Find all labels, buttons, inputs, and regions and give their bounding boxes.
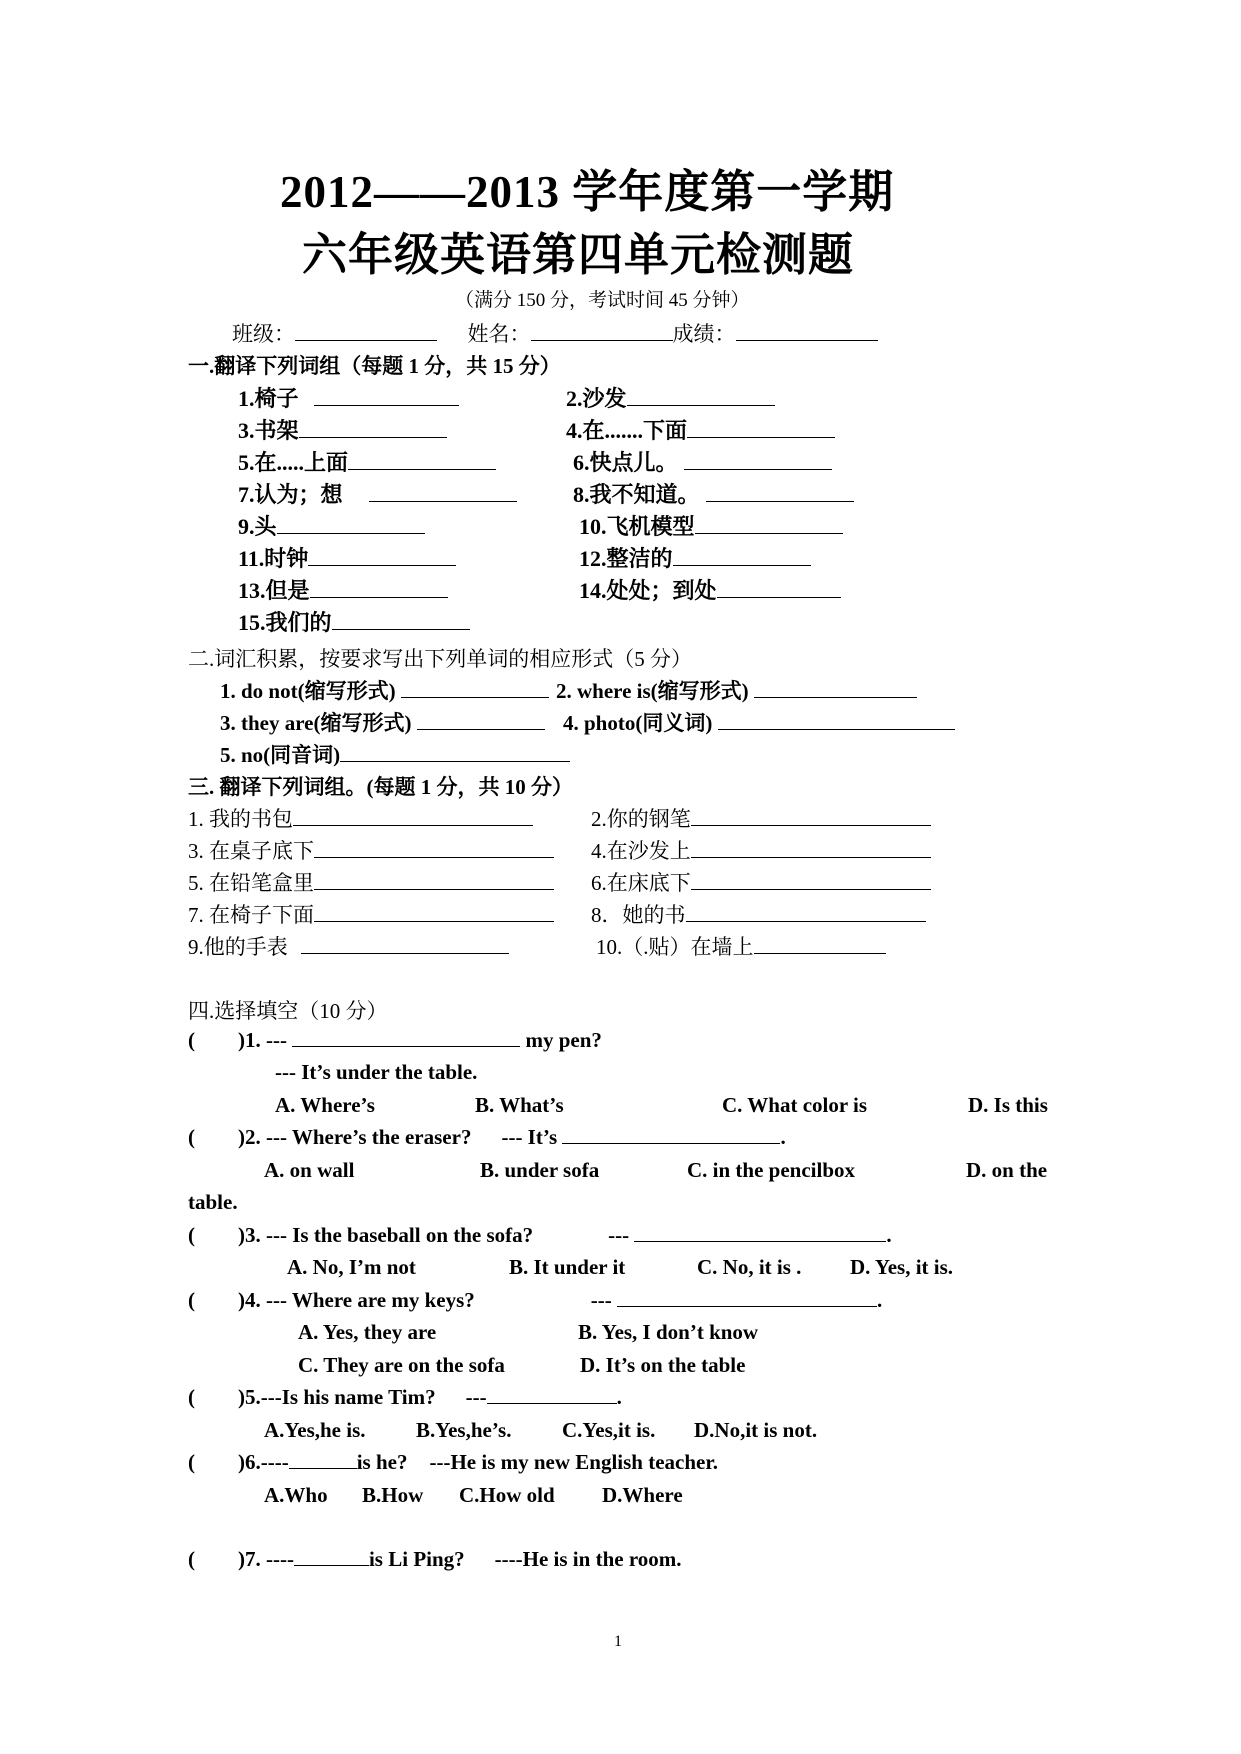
s1-item-8: 8.我不知道。	[573, 478, 854, 509]
q2-option-c: C. in the pencilbox	[687, 1158, 856, 1182]
q1-option-c: C. What color is	[722, 1093, 868, 1117]
s1-item-12: 12.整洁的	[579, 542, 811, 573]
s1-item-14: 14.处处；到处	[579, 574, 841, 605]
q3-stem: )3. --- Is the baseball on the sofa? --- .	[238, 1223, 892, 1247]
page-title-line2: 六年级英语第四单元检测题	[302, 230, 855, 280]
class-field-row	[232, 318, 878, 348]
q3-option-b: B. It under it	[509, 1255, 626, 1279]
s3-item-6: 6.在床底下	[591, 867, 931, 897]
q4-option-b: B. Yes, I don’t know	[578, 1320, 759, 1344]
s1-item-13: 13.但是	[238, 574, 448, 605]
score-label: 成绩：	[672, 322, 736, 346]
s3-item-3: 3. 在桌子底下	[188, 835, 554, 865]
s1-item-9: 9.头	[238, 510, 425, 541]
s2-item-3: 3. they are(缩写形式)	[220, 707, 545, 737]
q7-paren: (	[188, 1547, 195, 1571]
q2-stem: )2. --- Where’s the eraser? --- It’s .	[238, 1125, 786, 1149]
s1-item-6: 6.快点儿。	[573, 446, 832, 477]
q4-stem: )4. --- Where are my keys? --- .	[238, 1288, 883, 1312]
q1-answer: --- It’s under the table.	[275, 1060, 478, 1084]
q6-option-c: C.How old	[459, 1483, 555, 1507]
q2-option-a: A. on wall	[264, 1158, 355, 1182]
q3-option-a: A. No, I’m not	[287, 1255, 416, 1279]
q5-option-a: A.Yes,he is.	[264, 1418, 366, 1442]
q1-option-d: D. Is this	[968, 1093, 1048, 1117]
s3-item-1: 1. 我的书包	[188, 803, 533, 833]
name-label: 姓名：	[467, 322, 531, 346]
q1-paren: (	[188, 1028, 195, 1052]
s1-item-1: 1.椅子	[238, 382, 459, 413]
q4-option-c: C. They are on the sofa	[298, 1353, 505, 1377]
q7-stem: )7. ---- is Li Ping? ----He is in the room.	[238, 1547, 682, 1571]
q5-option-d: D.No,it is not.	[694, 1418, 818, 1442]
s2-item-4: 4. photo(同义词)	[563, 707, 955, 737]
s1-item-4: 4.在.......下面	[566, 414, 835, 445]
s3-item-5: 5. 在铅笔盒里	[188, 867, 554, 897]
name-blank	[531, 322, 673, 341]
q1-option-a: A. Where’s	[275, 1093, 375, 1117]
q6-stem: )6.---- is he? ---He is my new English teacher.	[238, 1450, 719, 1474]
s3-item-2: 2.你的钢笔	[591, 803, 931, 833]
s1-item-2: 2.沙发	[566, 382, 775, 413]
s1-item-7: 7.认为；想	[238, 478, 517, 509]
page-subtitle: （满分 150 分，考试时间 45 分钟）	[455, 290, 750, 311]
s1-item-10: 10.飞机模型	[579, 510, 843, 541]
q1-option-b: B. What’s	[475, 1093, 564, 1117]
q5-option-c: C.Yes,it is.	[562, 1418, 656, 1442]
s2-item-2: 2. where is(缩写形式)	[556, 675, 917, 705]
q4-option-d: D. It’s on the table	[580, 1353, 746, 1377]
page-number: 1	[614, 1633, 622, 1650]
s3-item-4: 4.在沙发上	[591, 835, 931, 865]
q6-paren: (	[188, 1450, 195, 1474]
q6-option-d: D.Where	[602, 1483, 683, 1507]
class-label: 班级：	[232, 322, 295, 346]
section1-heading: 一.翻译下列词组（每题 1 分，共 15 分）	[188, 354, 561, 378]
q3-option-d: D. Yes, it is.	[850, 1255, 954, 1279]
q5-stem: )5.---Is his name Tim? --- .	[238, 1385, 622, 1409]
s2-item-1: 1. do not(缩写形式)	[220, 675, 549, 705]
q5-paren: (	[188, 1385, 195, 1409]
s1-item-15: 15.我们的	[238, 606, 470, 637]
q2-option-b: B. under sofa	[480, 1158, 600, 1182]
q5-option-b: B.Yes,he’s.	[416, 1418, 512, 1442]
q4-paren: (	[188, 1288, 195, 1312]
q6-option-b: B.How	[362, 1483, 424, 1507]
s1-item-3: 3.书架	[238, 414, 447, 445]
q4-option-a: A. Yes, they are	[298, 1320, 437, 1344]
q2-option-d-wrap: table.	[188, 1190, 238, 1214]
section3-heading: 三. 翻译下列词组。(每题 1 分，共 10 分）	[188, 775, 573, 799]
q2-paren: (	[188, 1125, 195, 1149]
q3-paren: (	[188, 1223, 195, 1247]
q3-option-c: C. No, it is .	[697, 1255, 802, 1279]
q6-option-a: A.Who	[264, 1483, 328, 1507]
page-title-line1: 2012——2013 学年度第一学期	[280, 167, 895, 217]
q1-stem: )1. --- my pen?	[238, 1028, 602, 1052]
class-blank	[295, 322, 437, 341]
s2-item-5: 5. no(同音词)	[220, 739, 570, 769]
s3-item-9: 9.他的手表	[188, 931, 509, 961]
s3-item-8: 8．她的书	[591, 899, 926, 929]
s1-item-5: 5.在.....上面	[238, 446, 496, 477]
s3-item-7: 7. 在椅子下面	[188, 899, 554, 929]
section2-heading: 二.词汇积累，按要求写出下列单词的相应形式（5 分）	[188, 647, 692, 671]
s3-item-10: 10.（.贴）在墙上	[596, 931, 886, 961]
s1-item-11: 11.时钟	[238, 542, 456, 573]
score-blank	[736, 322, 878, 341]
q2-option-d: D. on the	[966, 1158, 1048, 1182]
section4-heading: 四.选择填空（10 分）	[188, 999, 388, 1023]
